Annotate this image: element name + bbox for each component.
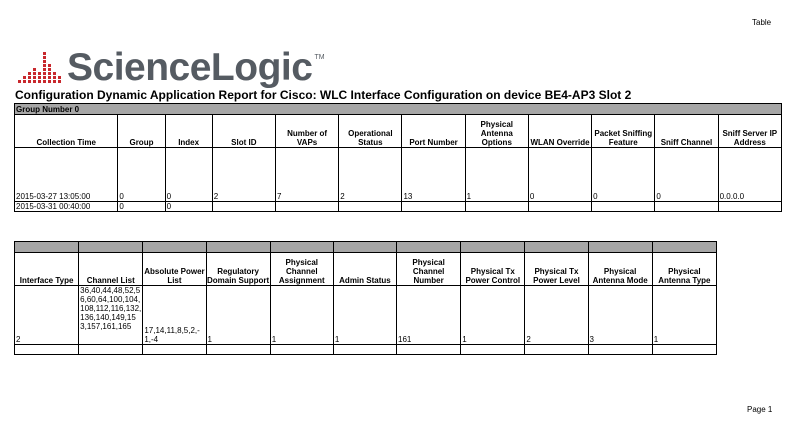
table-row: [15, 148, 782, 202]
table-cell: 17,14,11,8,5,2,-1,-4: [143, 286, 206, 345]
table-cell: 1: [465, 148, 528, 202]
column-header: Physical Antenna Options: [465, 115, 528, 148]
sciencelogic-logo: [17, 40, 325, 89]
column-header: Sniff Server IP Address: [718, 115, 781, 148]
table-cell: [652, 345, 716, 355]
table-cell: [718, 202, 781, 212]
column-header: Admin Status: [333, 253, 396, 286]
table-cell: 0: [118, 202, 165, 212]
table-cell: [15, 345, 79, 355]
table-cell: 0: [165, 202, 212, 212]
column-header: Interface Type: [15, 253, 79, 286]
table-cell: [275, 202, 338, 212]
table-cell: [461, 345, 525, 355]
table-row: [15, 202, 782, 212]
group-number-label: Group Number 0: [15, 104, 782, 115]
column-header: Packet Sniffing Feature: [592, 115, 655, 148]
table-cell: 2015-03-27 13:05:00: [15, 148, 118, 202]
column-header: Channel List: [79, 253, 143, 286]
table-cell: 0: [165, 148, 212, 202]
table-cell: 3: [588, 286, 652, 345]
table-row: [15, 345, 717, 355]
logo-trademark: TM: [314, 54, 325, 61]
column-header: Physical Tx Power Level: [525, 253, 588, 286]
column-header: Physical Tx Power Control: [461, 253, 525, 286]
table-cell: [588, 345, 652, 355]
table-cell: 1: [206, 286, 270, 345]
table-cell: 1: [652, 286, 716, 345]
table-cell: [206, 345, 270, 355]
table-cell: 2: [15, 286, 79, 345]
column-header: Absolute Power List: [143, 253, 206, 286]
column-header: Number of VAPs: [275, 115, 338, 148]
table-cell: 0: [528, 148, 591, 202]
table-cell: [655, 202, 718, 212]
column-header: Sniff Channel: [655, 115, 718, 148]
column-header: Index: [165, 115, 212, 148]
table-cell: 36,40,44,48,52,56,60,64,100,104,108,112,116,132,136,140,149,153,157,161,165: [79, 286, 143, 345]
table-cell: 0: [592, 148, 655, 202]
page-number: Page 1: [747, 405, 773, 414]
column-header: Physical Antenna Type: [652, 253, 716, 286]
column-header: Port Number: [402, 115, 465, 148]
table-cell: 2: [339, 148, 402, 202]
column-header: Slot ID: [212, 115, 275, 148]
column-header: Physical Channel Assignment: [270, 253, 333, 286]
table-cell: 0: [655, 148, 718, 202]
table-cell: 2: [212, 148, 275, 202]
table-cell: 0.0.0.0: [718, 148, 781, 202]
table-cell: 1: [461, 286, 525, 345]
table-cell: [525, 345, 588, 355]
column-header: Group: [118, 115, 165, 148]
table-cell: 7: [275, 148, 338, 202]
table-cell: 161: [397, 286, 461, 345]
table-cell: 13: [402, 148, 465, 202]
table-cell: [79, 345, 143, 355]
logo-bars-icon: [17, 44, 61, 84]
column-header: Physical Channel Number: [397, 253, 461, 286]
table-row: [15, 286, 717, 345]
logo-wordmark: ScienceLogic: [67, 46, 313, 89]
table-cell: 1: [333, 286, 396, 345]
table-cell: [528, 202, 591, 212]
table-cell: [465, 202, 528, 212]
table-cell: [592, 202, 655, 212]
column-header: Operational Status: [339, 115, 402, 148]
table-cell: 0: [118, 148, 165, 202]
table-cell: 2: [525, 286, 588, 345]
column-header: Regulatory Domain Support: [206, 253, 270, 286]
table-cell: [397, 345, 461, 355]
table-cell: [143, 345, 206, 355]
interface-config-table: [14, 103, 782, 212]
table-cell: 2015-03-31 00:40:00: [15, 202, 118, 212]
column-header: Physical Antenna Mode: [588, 253, 652, 286]
report-title: Configuration Dynamic Application Report for Cisco: WLC Interface Configuration on device BE4-AP3 Slot 2: [15, 88, 632, 102]
column-header: WLAN Override: [528, 115, 591, 148]
table-cell: [339, 202, 402, 212]
radio-config-table: [14, 241, 717, 355]
column-header: Collection Time: [15, 115, 118, 148]
table-cell: 1: [270, 286, 333, 345]
table-cell: [333, 345, 396, 355]
table-cell: [402, 202, 465, 212]
table-cell: [270, 345, 333, 355]
table-cell: [212, 202, 275, 212]
page-type-label: Table: [752, 18, 772, 27]
